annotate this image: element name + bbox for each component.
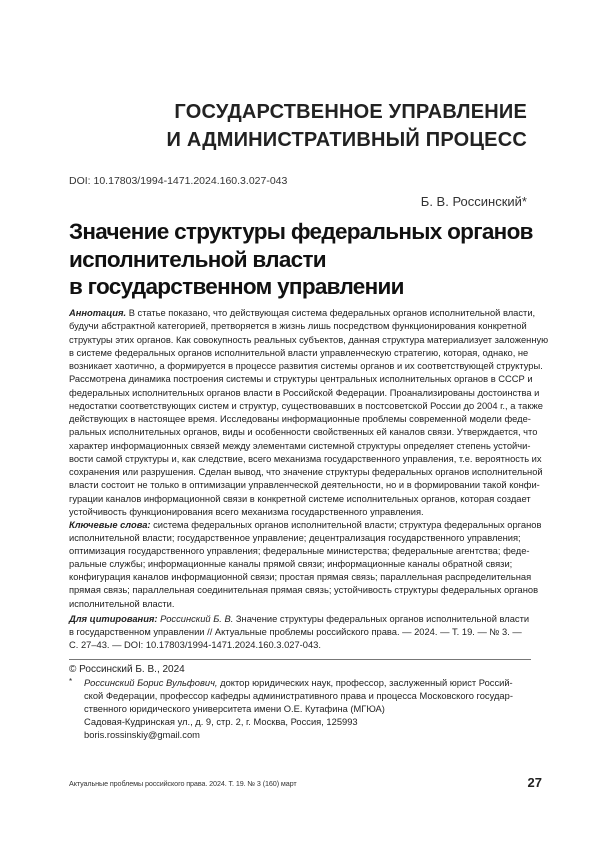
footnote-line: Садовая-Кудринская ул., д. 9, стр. 2, г. Москва, Россия, 125993: [84, 717, 358, 728]
keywords-line: оптимизация государственного управления; федеральные министерства; федеральные агентства; феде-: [69, 546, 530, 557]
keywords-line: исполнительной власти; государственное управление; децентрализация государственного управления;: [69, 533, 521, 544]
abstract-line: недостатки соответствующих систем и структур, существовавших в постсоветской России до 2004 г., а также: [69, 400, 543, 411]
citation-line: в государственном управлении // Актуальные проблемы российского права. — 2024. — Т. 19. — № 3. —: [69, 627, 522, 638]
author-footnote: [84, 677, 534, 742]
abstract-line: сохранения или разрушения. Сделан вывод, что значение структуры федеральных органов исполнительной: [69, 467, 543, 477]
abstract-line: [69, 307, 536, 320]
footnote-line: ской Федерации, профессор кафедры административного права и процесса Московского государ-: [84, 691, 513, 702]
footnote-mark: *: [69, 677, 73, 686]
abstract-label: Аннотация.: [69, 308, 127, 318]
abstract-text: В статье показано, что действующая система федеральных органов исполнительной власти,: [126, 308, 536, 318]
keywords-line: конфигурация каналов информационной связи; простая прямая связь; параллельная распределительная: [69, 572, 532, 583]
abstract-line: Рассмотрена динамика построения системы и структуры центральных исполнительных органов в СССР и: [69, 374, 533, 385]
article-title: [69, 218, 539, 301]
abstract: [69, 307, 549, 519]
abstract-line: власти состоит не только в оптимизации управленческой деятельности, но и в формировании такой конфи-: [69, 480, 540, 491]
article-title-line: исполнительной власти: [69, 246, 326, 272]
citation-line: [69, 613, 531, 626]
footnote-line: ственного юридического университета имени О.Е. Кутафина (МГЮА): [84, 704, 385, 715]
footnote-line: [84, 677, 534, 690]
article-title-line: Значение структуры федеральных органов: [69, 219, 533, 244]
page-number: 27: [527, 775, 542, 790]
keywords-line: [69, 519, 542, 532]
abstract-line: федеральных исполнительных органов власти в Российской Федерации. Проанализированы достоинства и: [69, 387, 540, 398]
keywords-line: ральные службы; информационные каналы прямой связи; информационные каналы обратной связи;: [69, 559, 513, 570]
abstract-line: гурации каналов информационной связи в конкретной системе исполнительных органов, которая создает: [69, 493, 531, 504]
section-heading-line: ГОСУДАРСТВЕННОЕ УПРАВЛЕНИЕ: [174, 101, 527, 123]
keywords-line: прямая связь; параллельная соединительная прямая связь; устойчивость структуры федеральных органов: [69, 585, 539, 596]
keywords: [69, 519, 542, 611]
abstract-line: характер информационных связей между элементами системной структуры определяет степень устойчи-: [69, 440, 531, 451]
section-heading-line: И АДМИНИСТРАТИВНЫЙ ПРОЦЕСС: [166, 129, 527, 151]
abstract-line: устойчивость функционирования всего механизма государственного управления.: [69, 506, 424, 517]
footnote-author-name: Россинский Борис Вульфович,: [84, 678, 218, 688]
abstract-line: вости самой структуры и, как следствие, всего механизма государственного управления, т.е. вероятность их: [69, 453, 542, 464]
section-heading: [67, 98, 527, 154]
citation-line: С. 27–43. — DOI: 10.17803/1994-1471.2024.160.3.027-043.: [69, 640, 321, 651]
citation: [69, 613, 531, 652]
abstract-line: действующих в настоящее время. Исследованы информационные проблемы современной модели феде-: [69, 414, 531, 424]
keywords-text: система федеральных органов исполнительной власти; структура федеральных органов: [150, 520, 542, 530]
abstract-line: будучи абстрактной категорией, претворяется в жизнь лишь посредством функционирования конкретной: [69, 321, 527, 332]
abstract-line: в системе федеральных органов исполнительной власти управленческую стратегию, которая, однако, не: [69, 347, 529, 358]
keywords-line: исполнительной власти.: [69, 598, 175, 609]
copyright: © Россинский Б. В., 2024: [69, 664, 185, 675]
abstract-line: возникает хаотично, а формируется в процессе развития системы органов и их соответствующей структуры.: [69, 361, 543, 371]
footnote-divider: [69, 659, 531, 660]
journal-footer: Актуальные проблемы российского права. 2024. Т. 19. № 3 (160) март: [69, 779, 297, 788]
abstract-line: структуры этих органов. Как совокупность реальных субъектов, данная структура материализует заложенную: [69, 334, 549, 345]
author-byline: Б. В. Россинский*: [420, 194, 527, 209]
footnote-email[interactable]: boris.rossinskiy@gmail.com: [84, 730, 200, 741]
doi: DOI: 10.17803/1994-1471.2024.160.3.027-043: [69, 175, 288, 187]
abstract-line: ральных исполнительных органов, виды и особенности свойственных ей каналов связи. Утверждается, что: [69, 427, 538, 438]
article-title-line: в государственном управлении: [69, 274, 404, 299]
citation-author: Россинский Б. В.: [157, 614, 234, 624]
citation-label: Для цитирования:: [69, 614, 158, 624]
keywords-label: Ключевые слова:: [69, 520, 151, 530]
footnote-text: доктор юридических наук, профессор, заслуженный юрист Россий-: [217, 678, 513, 688]
citation-text: Значение структуры федеральных органов исполнительной власти: [233, 614, 530, 624]
